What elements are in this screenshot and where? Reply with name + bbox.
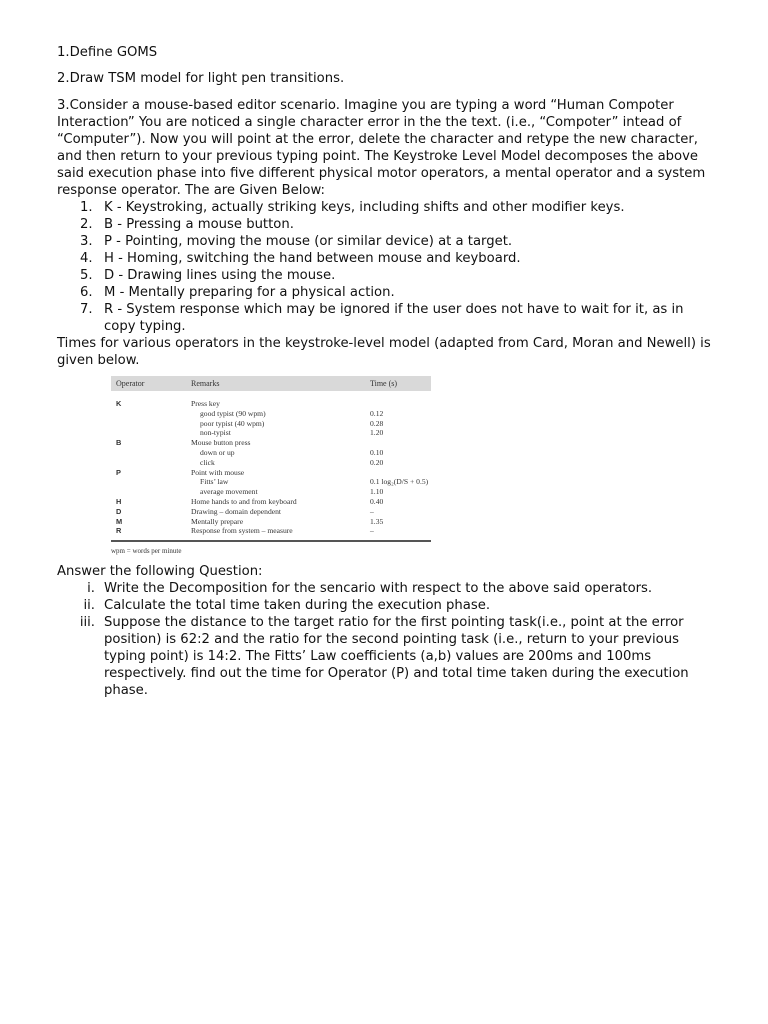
sub-question: i. Write the Decomposition for the sencario with respect to the above said operators. xyxy=(87,581,653,596)
operator-cell xyxy=(111,409,186,419)
table-row xyxy=(111,458,431,468)
time-cell: 1.10 xyxy=(370,487,384,497)
table-row xyxy=(111,468,431,478)
table-row xyxy=(111,517,431,527)
remark-cell: Drawing – domain dependent xyxy=(191,506,282,516)
operator-item: 6. M - Mentally preparing for a physical action. xyxy=(80,285,395,300)
operator-item: 7. R - System response which may be ignored if the user does not have to wait for it, as in copy typing. xyxy=(80,302,684,334)
sub-question: ii. Calculate the total time taken during the execution phase. xyxy=(83,598,491,613)
operator-cell xyxy=(111,487,186,497)
operator-cell xyxy=(111,448,186,458)
remark-cell: poor typist (40 wpm) xyxy=(200,418,265,428)
operator-cell xyxy=(111,428,186,438)
times-intro: Times for various operators in the keystroke-level model (adapted from Card, Moran and Newell) is given below. xyxy=(57,336,711,368)
remark-cell: Response from system – measure xyxy=(191,526,293,536)
operator-cell xyxy=(111,477,186,487)
operator-times-table xyxy=(111,376,431,536)
remark-cell: down or up xyxy=(200,447,235,457)
table-row xyxy=(111,419,431,429)
remark-cell: Press key xyxy=(191,399,220,408)
operator-cell: P xyxy=(116,467,121,477)
operator-list xyxy=(57,199,717,335)
remark-cell: click xyxy=(200,457,215,467)
question-3 xyxy=(57,97,717,369)
table-row xyxy=(111,526,431,536)
time-cell: 0.12 xyxy=(370,408,384,418)
time-cell: 1.35 xyxy=(370,516,384,526)
operator-cell: K xyxy=(116,399,122,408)
remark-cell: Home hands to and from keyboard xyxy=(191,496,297,506)
operator-item: 3. P - Pointing, moving the mouse (or similar device) at a target. xyxy=(80,234,513,249)
table-header-row xyxy=(111,376,431,391)
operator-cell: R xyxy=(116,526,122,536)
time-cell: 0.1 log₂(D/S + 0.5) xyxy=(370,477,429,487)
table-row xyxy=(111,487,431,497)
operator-item: 4. H - Homing, switching the hand between mouse and keyboard. xyxy=(80,251,521,266)
table-row xyxy=(111,477,431,487)
table-row xyxy=(111,438,431,448)
remark-cell: Mentally prepare xyxy=(191,516,244,526)
table-bottom-rule xyxy=(111,540,431,542)
operator-item: 1. K - Keystroking, actually striking keys, including shifts and other modifier keys. xyxy=(80,200,625,215)
table-row xyxy=(111,391,431,409)
question-2: 2.Draw TSM model for light pen transitions. xyxy=(57,71,345,86)
time-cell: 0.28 xyxy=(370,418,384,428)
time-cell: – xyxy=(370,506,374,516)
table-row xyxy=(111,507,431,517)
time-cell: – xyxy=(370,526,374,536)
answer-intro: Answer the following Question: xyxy=(57,564,263,579)
operator-cell: B xyxy=(116,438,122,448)
table-footnote: wpm = words per minute xyxy=(111,546,182,555)
remark-cell: non-typist xyxy=(200,428,231,438)
time-cell xyxy=(365,438,431,448)
remark-cell: Point with mouse xyxy=(191,467,245,477)
time-cell: 0.10 xyxy=(370,447,384,457)
remark-cell: average movement xyxy=(200,487,258,497)
header-remarks: Remarks xyxy=(186,376,365,391)
question-3-intro: 3.Consider a mouse-based editor scenario. Imagine you are typing a word “Human Compoter Interaction” You are noticed a single character error in the the text. (i.e., “Compoter” intead of “Computer”). Now you will point at the error, delete the character and retype the new character, and then return to your previous typing point. The Keystroke Level Model decomposes the above said execution phase into five different physical motor operators, a mental operator and a system response operator. The are Given Below: xyxy=(57,98,706,198)
question-1: 1.Define GOMS xyxy=(57,45,158,60)
remark-cell: Fitts’ law xyxy=(200,477,229,487)
header-time: Time (s) xyxy=(365,376,431,391)
sub-question: iii. Suppose the distance to the target ratio for the first pointing task(i.e., point at the error position) is 62:2 and the ratio for the second pointing task (i.e., return to your previous typing point) is 14:2. The Fitts’ Law coefficients (a,b) values are 200ms and 100ms respectively. find out the time for Operator (P) and total time taken during the execution phase. xyxy=(79,615,689,698)
time-cell xyxy=(365,391,431,409)
operator-cell xyxy=(111,419,186,429)
table-row xyxy=(111,497,431,507)
operator-cell: M xyxy=(116,516,123,526)
remark-cell: good typist (90 wpm) xyxy=(200,408,266,418)
table-row xyxy=(111,409,431,419)
remark-cell: Mouse button press xyxy=(191,438,251,448)
operator-item: 2. B - Pressing a mouse button. xyxy=(80,217,294,232)
answer-section xyxy=(57,563,717,699)
time-cell: 0.20 xyxy=(370,457,384,467)
table-row xyxy=(111,428,431,438)
operator-cell xyxy=(111,458,186,468)
operator-item: 5. D - Drawing lines using the mouse. xyxy=(80,268,336,283)
operator-cell: D xyxy=(116,506,122,516)
klm-operator-table xyxy=(111,376,431,555)
question-list xyxy=(57,580,717,699)
time-cell xyxy=(365,468,431,478)
table-row xyxy=(111,448,431,458)
operator-cell: H xyxy=(116,496,122,506)
header-operator: Operator xyxy=(111,376,186,391)
time-cell: 1.20 xyxy=(370,428,384,438)
time-cell: 0.40 xyxy=(370,496,384,506)
